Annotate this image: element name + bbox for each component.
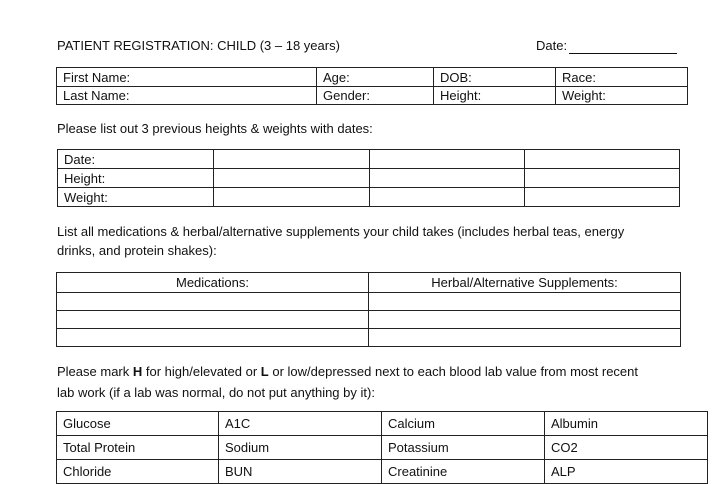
medication-cell[interactable] xyxy=(57,329,369,347)
supplement-cell[interactable] xyxy=(369,329,681,347)
history-date-cell[interactable] xyxy=(370,150,525,169)
lab-potassium[interactable]: Potassium xyxy=(382,436,545,460)
history-table xyxy=(57,149,680,207)
labs-table xyxy=(56,411,708,484)
lab-total-protein[interactable]: Total Protein xyxy=(57,436,219,460)
labs-l-letter: L xyxy=(260,364,269,379)
history-date-cell[interactable] xyxy=(525,150,680,169)
medications-table xyxy=(56,272,681,347)
history-date-label: Date: xyxy=(58,150,214,169)
lab-calcium[interactable]: Calcium xyxy=(382,412,545,436)
date-label: Date: xyxy=(536,38,568,53)
lab-co2[interactable]: CO2 xyxy=(545,436,708,460)
race-field[interactable]: Race: xyxy=(556,68,688,87)
form-title: PATIENT REGISTRATION: CHILD (3 – 18 years) xyxy=(57,38,340,53)
first-name-field[interactable]: First Name: xyxy=(57,68,317,87)
history-weight-cell[interactable] xyxy=(214,188,370,207)
labs-prompt-prefix: Please mark xyxy=(57,364,133,379)
lab-a1c[interactable]: A1C xyxy=(219,412,382,436)
lab-albumin[interactable]: Albumin xyxy=(545,412,708,436)
gender-field[interactable]: Gender: xyxy=(317,87,434,105)
lab-sodium[interactable]: Sodium xyxy=(219,436,382,460)
supplements-header: Herbal/Alternative Supplements: xyxy=(369,273,681,293)
lab-bun[interactable]: BUN xyxy=(219,460,382,484)
weight-field[interactable]: Weight: xyxy=(556,87,688,105)
history-height-cell[interactable] xyxy=(214,169,370,188)
medications-prompt-line2: drinks, and protein shakes): xyxy=(57,243,217,258)
history-date-cell[interactable] xyxy=(214,150,370,169)
labs-prompt-middle: for high/elevated or xyxy=(142,364,261,379)
medications-prompt-line1: List all medications & herbal/alternative supplements your child takes (includes herbal teas, energy xyxy=(57,224,625,239)
supplement-cell[interactable] xyxy=(369,311,681,329)
history-prompt: Please list out 3 previous heights & weights with dates: xyxy=(57,121,373,136)
date-line[interactable] xyxy=(569,39,677,54)
supplement-cell[interactable] xyxy=(369,293,681,311)
labs-h-letter: H xyxy=(132,364,143,379)
lab-glucose[interactable]: Glucose xyxy=(57,412,219,436)
medication-cell[interactable] xyxy=(57,311,369,329)
basic-info-table xyxy=(56,67,688,105)
lab-creatinine[interactable]: Creatinine xyxy=(382,460,545,484)
labs-prompt-line2: lab work (if a lab was normal, do not put anything by it): xyxy=(57,385,375,400)
history-weight-cell[interactable] xyxy=(370,188,525,207)
history-height-label: Height: xyxy=(58,169,214,188)
history-weight-cell[interactable] xyxy=(525,188,680,207)
lab-chloride[interactable]: Chloride xyxy=(57,460,219,484)
last-name-field[interactable]: Last Name: xyxy=(57,87,317,105)
lab-alp[interactable]: ALP xyxy=(545,460,708,484)
history-height-cell[interactable] xyxy=(370,169,525,188)
medications-header: Medications: xyxy=(57,273,369,293)
labs-prompt-line1 xyxy=(57,364,638,379)
history-height-cell[interactable] xyxy=(525,169,680,188)
dob-field[interactable]: DOB: xyxy=(434,68,556,87)
medication-cell[interactable] xyxy=(57,293,369,311)
labs-prompt-suffix: or low/depressed next to each blood lab value from most recent xyxy=(268,364,639,379)
history-weight-label: Weight: xyxy=(58,188,214,207)
height-field[interactable]: Height: xyxy=(434,87,556,105)
age-field[interactable]: Age: xyxy=(317,68,434,87)
